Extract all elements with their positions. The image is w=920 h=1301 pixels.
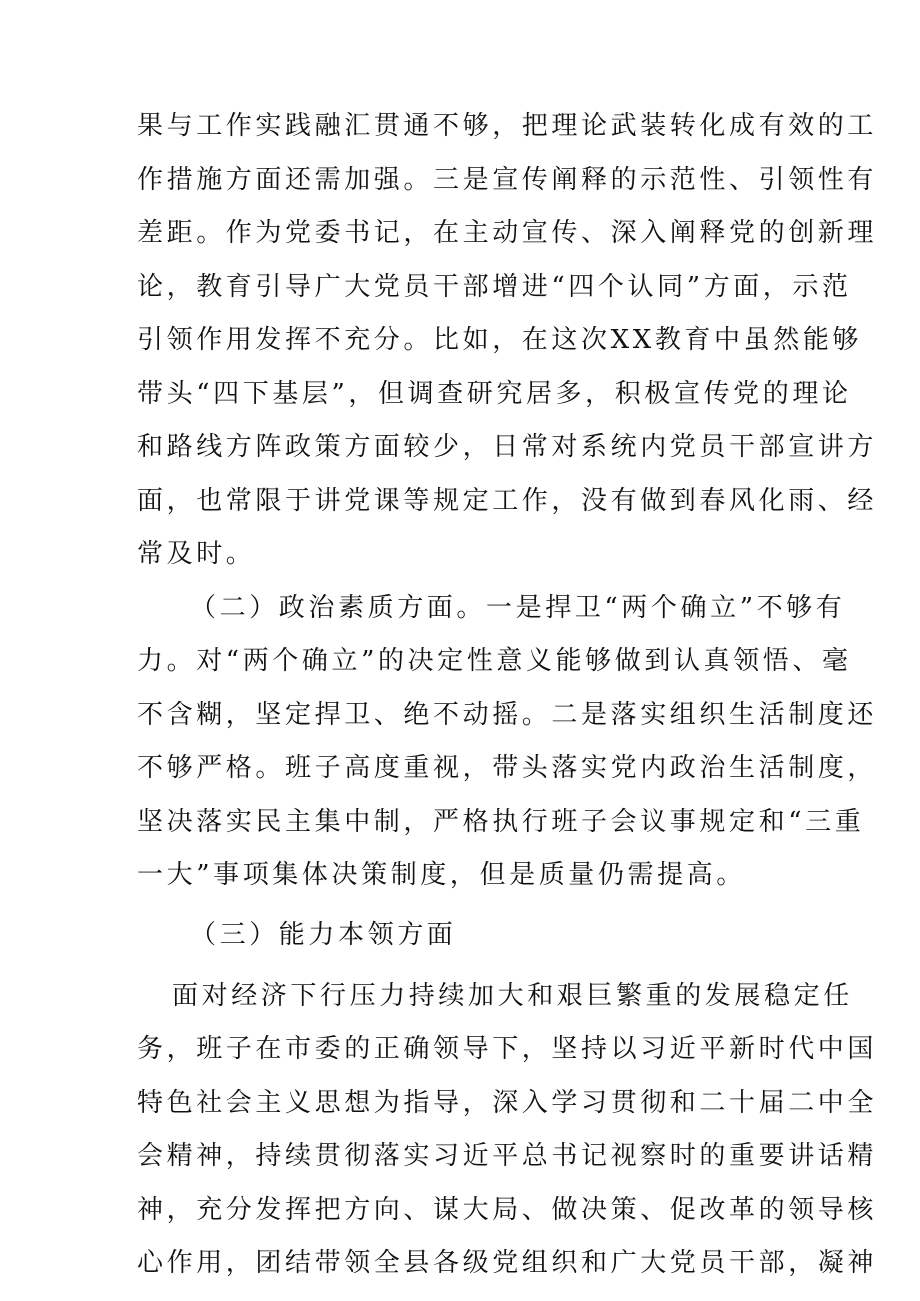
paragraph-line: 带头“四下基层”，但调查研究居多，积极宣传党的理论	[137, 379, 852, 409]
paragraph-line: 面对经济下行压力持续加大和艰巨繁重的发展稳定任	[172, 981, 853, 1011]
paragraph-line: 务，班子在市委的正确领导下，坚持以习近平新时代中国	[137, 1034, 878, 1064]
paragraph-line: 差距。作为党委书记，在主动宣传、深入阐释党的创新理	[137, 218, 878, 248]
paragraph-line: 和路线方阵政策方面较少，日常对系统内党员干部宣讲方	[137, 432, 878, 462]
paragraph-line: 果与工作实践融汇贯通不够，把理论武装转化成有效的工	[137, 111, 878, 141]
paragraph-line: 心作用，团结带领全县各级党组织和广大党员干部，凝神	[137, 1248, 878, 1278]
paragraph-line: 神，充分发挥把方向、谋大局、做决策、促改革的领导核	[137, 1195, 878, 1225]
paragraph-line: 不含糊，坚定捍卫、绝不动摇。二是落实组织生活制度还	[137, 700, 878, 730]
paragraph-line: 常及时。	[137, 539, 256, 569]
paragraph-line: 不够严格。班子高度重视，带头落实党内政治生活制度，	[137, 753, 878, 783]
paragraph-line: 一大”事项集体决策制度，但是质量仍需提高。	[137, 860, 746, 890]
paragraph-line: 会精神，持续贯彻落实习近平总书记视察时的重要讲话精	[137, 1141, 878, 1171]
paragraph-line: 面，也常限于讲党课等规定工作，没有做到春风化雨、经	[137, 486, 878, 516]
paragraph-line: 力。对“两个确立”的决定性意义能够做到认真领悟、毫	[137, 646, 852, 676]
paragraph-line: 引领作用发挥不充分。比如，在这次XX教育中虽然能够	[137, 325, 863, 355]
section-heading-political: （二）政治素质方面。一是捍卫“两个确立”不够有	[190, 593, 846, 623]
paragraph-line: 坚决落实民主集中制，严格执行班子会议事规定和“三重	[137, 807, 865, 837]
paragraph-line: 特色社会主义思想为指导，深入学习贯彻和二十届二中全	[137, 1088, 878, 1118]
paragraph-line: 作措施方面还需加强。三是宣传阐释的示范性、引领性有	[137, 165, 878, 195]
section-heading-ability: （三）能力本领方面	[190, 920, 457, 950]
paragraph-line: 论，教育引导广大党员干部增进“四个认同”方面，示范	[137, 272, 852, 302]
